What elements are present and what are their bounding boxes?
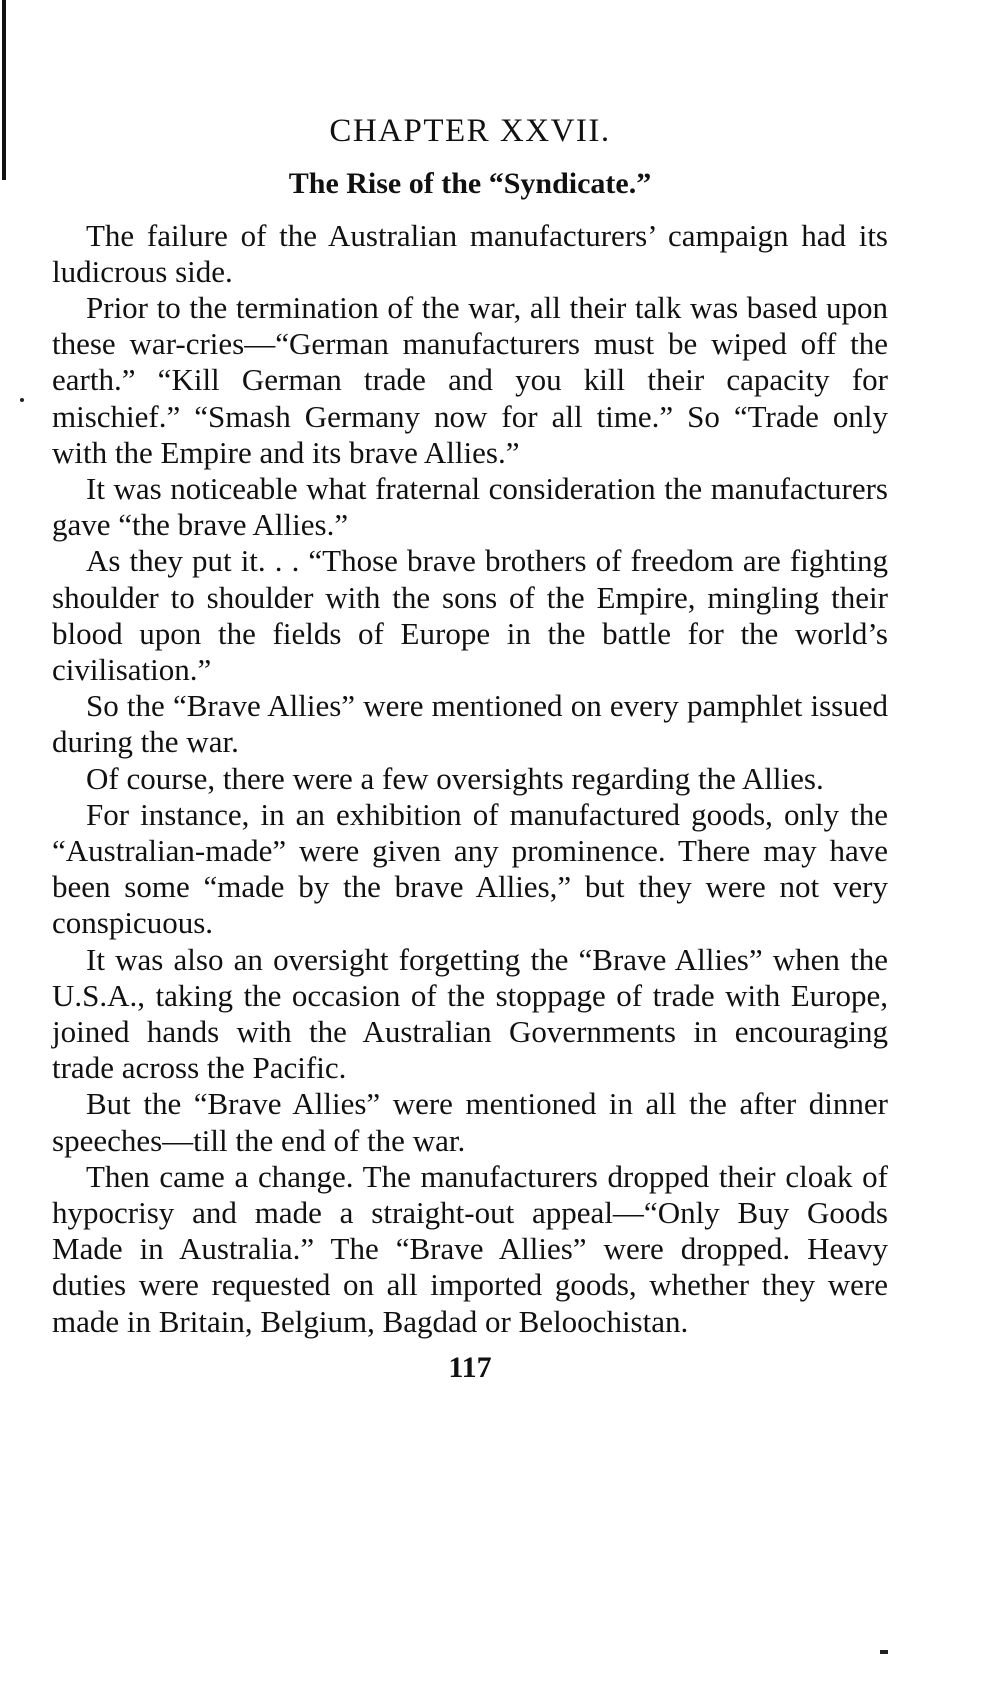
stray-ink-mark [880,1650,888,1654]
paragraph-5: So the “Brave Allies” were mentioned on every pamphlet issued during the war. [52,688,888,760]
stray-ink-dot [20,398,24,402]
page-number: 117 [448,1350,492,1384]
paragraph-3: It was noticeable what fraternal consideration the manufacturers gave “the brave Allies.” [52,471,888,543]
scan-edge-shadow [2,0,6,180]
paragraph-10: Then came a change. The manufacturers dropped their cloak of hypocrisy and made a straight-out appeal—“Only Buy Goods Made in Australia.” The “Brave Allies” were dropped. Heavy duties were requested on all imported goods, whether they were made in Britain, Belgium, Bagdad or Beloochistan. [52,1158,888,1339]
chapter-title: The Rise of the “Syndicate.” [288,166,652,200]
paragraph-9: But the “Brave Allies” were mentioned in all the after dinner speeches—till the end of the war. [52,1086,888,1158]
chapter-heading: CHAPTER XXVII. [329,113,611,149]
paragraph-1: The failure of the Australian manufacturers’ campaign had its ludicrous side. [52,217,888,289]
paragraph-7: For instance, in an exhibition of manufactured goods, only the “Australian-made” were given any prominence. There may have been some “made by the brave Allies,” but they were not very conspicuous. [52,796,888,941]
paragraph-6: Of course, there were a few oversights regarding the Allies. [86,760,824,796]
paragraph-4: As they put it. . . “Those brave brothers of freedom are fighting shoulder to shoulder with the sons of the Empire, mingling their blood upon the fields of Europe in the battle for the world’s civilisation.” [52,543,888,688]
paragraph-8: It was also an oversight forgetting the “Brave Allies” when the U.S.A., taking the occasion of the stoppage of trade with Europe, joined hands with the Australian Governments in encouraging trade across the Pacific. [52,941,888,1086]
chapter-body [52,218,888,1340]
paragraph-2: Prior to the termination of the war, all their talk was based upon these war-cries—“German manufacturers must be wiped off the earth.” “Kill German trade and you kill their capacity for mischief.” “Smash Germany now for all time.” So “Trade only with the Empire and its brave Allies.” [52,290,888,470]
book-page [52,112,888,1386]
